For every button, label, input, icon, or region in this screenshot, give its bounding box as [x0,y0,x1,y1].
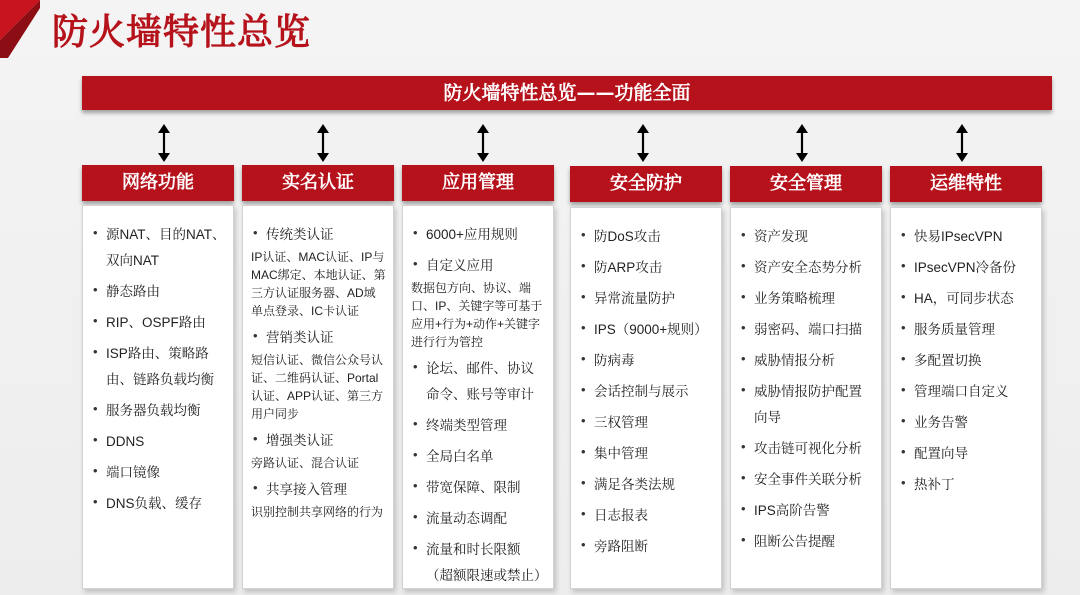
list-item [739,498,875,524]
column-body-protection [570,207,722,589]
item-label: • 多配置切换 [914,353,982,368]
list-item [739,467,875,493]
column-body-app [402,205,554,589]
column-header-app: 应用管理 [402,165,554,201]
item-label: • 威胁情报防护配置向导 [754,384,862,425]
item-label: • 流量动态调配 [426,511,507,526]
corner-logo-icon [0,0,40,58]
item-label: • 三权管理 [594,415,648,430]
item-label: • DNS负载、缓存 [106,496,203,511]
item-label: • 服务质量管理 [914,322,995,337]
item-label: • 增强类认证 [266,433,334,448]
list-item [91,398,227,424]
item-label: • IPS高阶告警 [754,503,830,518]
item-label: • 业务策略梳理 [754,291,835,306]
column-body-auth [242,205,394,589]
column-body-security-mgmt [730,207,882,589]
list-item [739,255,875,281]
item-label: • 攻击链可视化分析 [754,441,862,456]
item-label: • 静态路由 [106,284,160,299]
item-label: • RIP、OSPF路由 [106,315,206,330]
list-item [411,537,547,589]
list-item [899,410,1035,436]
item-label: • 弱密码、端口扫描 [754,322,862,337]
item-label: • 日志报表 [594,508,648,523]
item-label: • 全局白名单 [426,449,494,464]
list-item [251,477,387,521]
list-item [91,491,227,517]
item-label: • 管理端口自定义 [914,384,1009,399]
list-item [411,253,547,351]
item-label: • 防ARP攻击 [594,260,663,275]
list-item [91,460,227,486]
item-label: • 服务器负载均衡 [106,403,201,418]
item-label: • 安全事件关联分析 [754,472,862,487]
item-label: • 业务告警 [914,415,968,430]
list-item [899,286,1035,312]
item-label: • 阻断公告提醒 [754,534,835,549]
page-title: 防火墙特性总览 [52,12,312,53]
list-item [579,286,715,312]
item-label: • 营销类认证 [266,330,334,345]
list-item [899,472,1035,498]
list-item [579,379,715,405]
item-description: 识别控制共享网络的行为 [251,505,384,519]
column-header-network: 网络功能 [82,165,234,201]
double-arrow-icon [476,124,490,162]
list-item [91,310,227,336]
list-item [579,534,715,560]
list-item [579,410,715,436]
list-item [739,436,875,462]
list-item [251,428,387,472]
double-arrow-icon [636,124,650,162]
item-label: • 共享接入管理 [266,482,347,497]
list-item [251,325,387,423]
list-item [411,222,547,248]
list-item [579,472,715,498]
list-item [739,317,875,343]
list-item [899,348,1035,374]
item-label: • 旁路阻断 [594,539,648,554]
item-label: • 防DoS攻击 [594,229,661,244]
double-arrow-icon [955,124,969,162]
list-item [91,341,227,393]
item-description: 旁路认证、混合认证 [251,456,360,470]
item-description: IP认证、MAC认证、IP与MAC绑定、本地认证、第三方认证服务器、AD域单点登录、IC卡认证 [251,250,386,318]
item-label: • 自定义应用 [426,258,494,273]
list-item [739,286,875,312]
item-label: • 传统类认证 [266,227,334,242]
list-item [91,222,227,274]
list-item [411,506,547,532]
list-item [899,317,1035,343]
item-label: • 资产发现 [754,229,808,244]
item-label: • DDNS [106,434,145,449]
list-item [91,429,227,455]
list-item [579,255,715,281]
overview-banner: 防火墙特性总览——功能全面 [82,76,1052,110]
item-description: 数据包方向、协议、端口、IP、关键字等可基于应用+行为+动作+关键字进行行为管控 [411,281,543,349]
column-body-network [82,205,234,589]
list-item [251,222,387,320]
item-label: • 会话控制与展示 [594,384,689,399]
list-item [411,475,547,501]
column-header-security-mgmt: 安全管理 [730,166,882,202]
list-item [899,255,1035,281]
list-item [579,503,715,529]
list-item [579,317,715,343]
list-item [739,379,875,431]
item-label: • HA，可同步状态 [914,291,1014,306]
item-description: 短信认证、微信公众号认证、二维码认证、Portal认证、APP认证、第三方用户同步 [251,353,384,421]
item-label: • 带宽保障、限制 [426,480,521,495]
list-item [579,224,715,250]
list-item [579,348,715,374]
item-label: • 配置向导 [914,446,968,461]
item-label: • 集中管理 [594,446,648,461]
item-label: • 满足各类法规 [594,477,675,492]
item-label: • 威胁情报分析 [754,353,835,368]
item-label: • 热补丁 [914,477,955,492]
list-item [739,529,875,555]
item-label: • 快易IPsecVPN [914,229,1003,244]
list-item [899,224,1035,250]
item-label: • 资产安全态势分析 [754,260,862,275]
list-item [411,444,547,470]
item-label: • 论坛、邮件、协议命令、账号等审计 [426,361,534,402]
item-label: • 异常流量防护 [594,291,675,306]
double-arrow-icon [795,124,809,162]
list-item [739,348,875,374]
column-header-ops: 运维特性 [890,166,1042,202]
column-header-auth: 实名认证 [242,165,394,201]
item-label: • 源NAT、目的NAT、双向NAT [106,227,226,268]
item-label: • 端口镜像 [106,465,160,480]
item-label: • 终端类型管理 [426,418,507,433]
item-label: • 6000+应用规则 [426,227,518,242]
list-item [91,279,227,305]
list-item [899,441,1035,467]
list-item [739,224,875,250]
item-label: • 防病毒 [594,353,635,368]
item-label: • 流量和时长限额（超额限速或禁止） [426,542,548,583]
item-label: • IPS（9000+规则） [594,322,708,337]
item-label: • IPsecVPN冷备份 [914,260,1017,275]
list-item [411,413,547,439]
list-item [579,441,715,467]
list-item [411,356,547,408]
item-label: • ISP路由、策略路由、链路负载均衡 [106,346,214,387]
column-body-ops [890,207,1042,589]
double-arrow-icon [316,124,330,162]
double-arrow-icon [157,124,171,162]
list-item [899,379,1035,405]
column-header-protection: 安全防护 [570,166,722,202]
